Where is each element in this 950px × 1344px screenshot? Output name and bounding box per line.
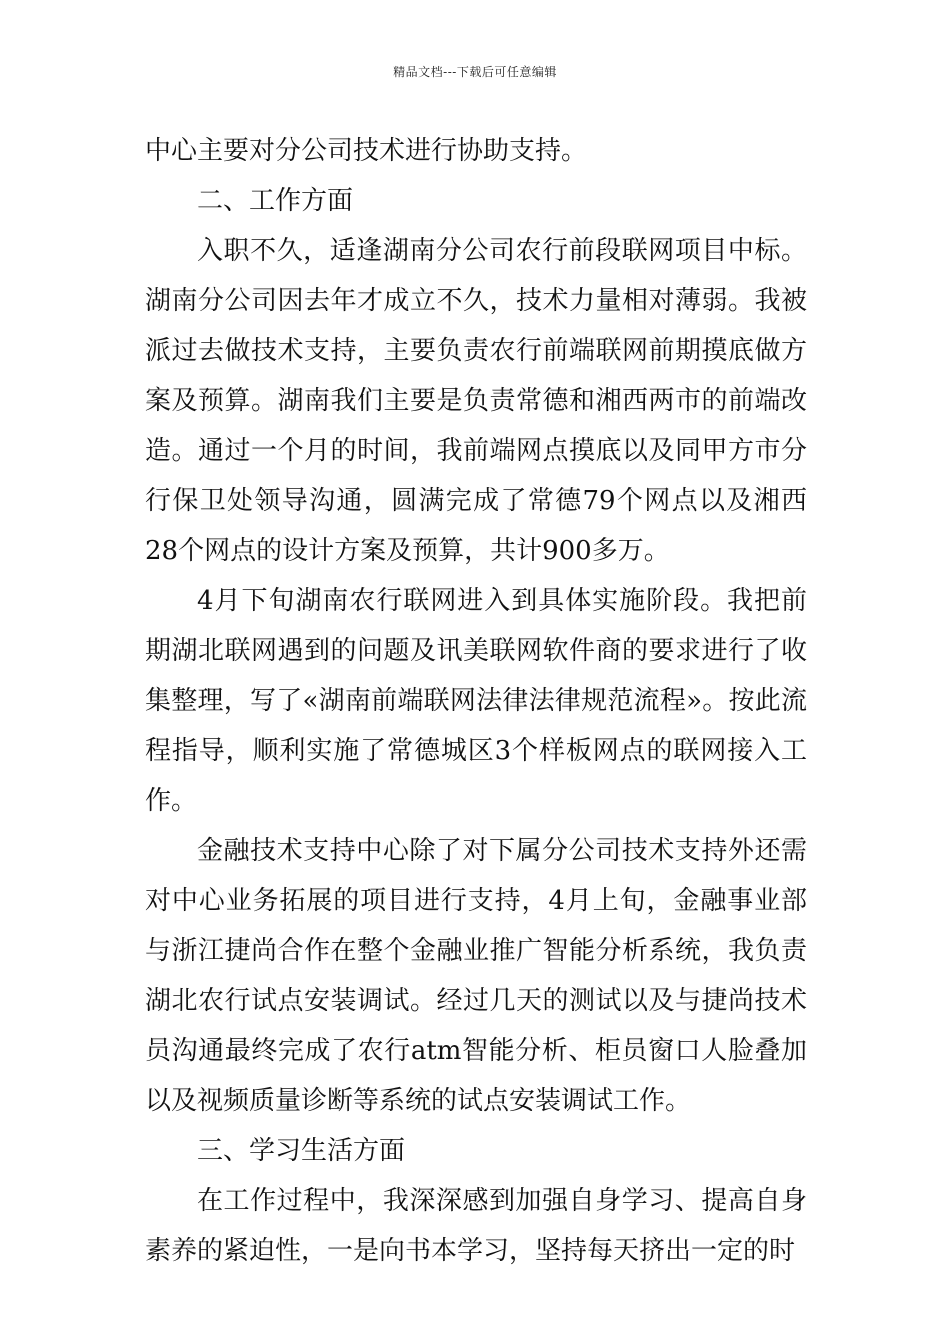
paragraph-study: 在工作过程中，我深深感到加强自身学习、提高自身素养的紧迫性，一是向书本学习，坚持每天挤出一定的时 xyxy=(145,1186,807,1266)
paragraph-implementation: 4月下旬湖南农行联网进入到具体实施阶段。我把前期湖北联网遇到的问题及讯美联网软件商的要求进行了收集整理，写了«湖南前端联网法律法律规范流程»。按此流程指导，顺利实施了常德城区3个样板网点的联网接入工作。 xyxy=(145,586,807,816)
page-header: 精品文档---下载后可任意编辑 xyxy=(393,65,557,79)
paragraph-hunan-project: 入职不久，适逢湖南分公司农行前段联网项目中标。湖南分公司因去年才成立不久，技术力量相对薄弱。我被派过去做技术支持，主要负责农行前端联网前期摸底做方案及预算。湖南我们主要是负责常德和湘西两市的前端改造。通过一个月的时间，我前端网点摸底以及同甲方市分行保卫处领导沟通，圆满完成了常德79个网点以及湘西28个网点的设计方案及预算，共计900多万。 xyxy=(145,236,807,566)
paragraph-finance-support: 金融技术支持中心除了对下属分公司技术支持外还需对中心业务拓展的项目进行支持，4月上旬，金融事业部与浙江捷尚合作在整个金融业推广智能分析系统，我负责湖北农行试点安装调试。经过几天的测试以及与捷尚技术员沟通最终完成了农行atm智能分析、柜员窗口人脸叠加以及视频质量诊断等系统的试点安装调试工作。 xyxy=(145,836,807,1116)
paragraph-continuation: 中心主要对分公司技术进行协助支持。 xyxy=(145,136,588,166)
section-heading-study: 三、学习生活方面 xyxy=(197,1136,406,1166)
document-body xyxy=(145,126,807,1276)
section-heading-work: 二、工作方面 xyxy=(197,186,354,216)
